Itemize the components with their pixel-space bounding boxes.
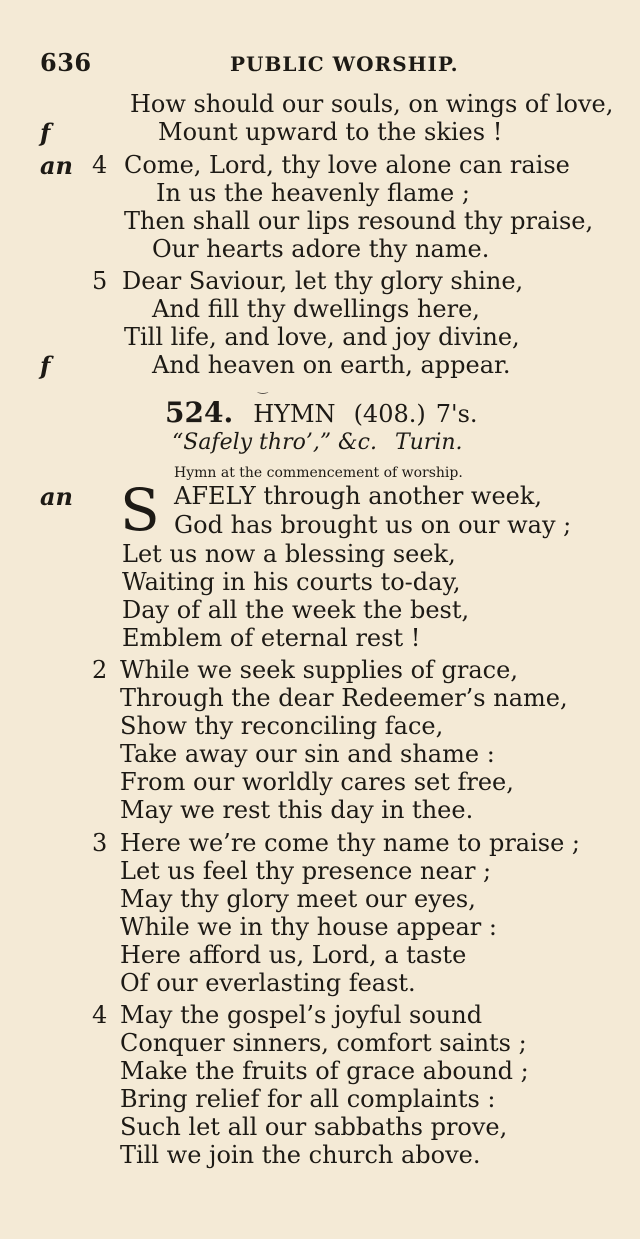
- verse-line: [0, 323, 640, 353]
- stanza-number: 3: [92, 829, 108, 857]
- line-text: Our hearts adore thy name.: [152, 235, 490, 263]
- page-header: [40, 48, 616, 82]
- hymn-number: 524.: [165, 396, 234, 429]
- line-text: And heaven on earth, appear.: [152, 351, 511, 379]
- line-text: May thy glory meet our eyes,: [120, 885, 476, 913]
- verse-line: [0, 740, 640, 770]
- stanza-number: 2: [92, 656, 108, 684]
- verse-line: [0, 596, 640, 626]
- line-text: Here we’re come thy name to praise ;: [120, 829, 581, 857]
- page-number: 636: [40, 48, 92, 77]
- verse-line: [0, 857, 640, 887]
- stanza-number: 5: [92, 267, 108, 295]
- verse-line: [0, 1113, 640, 1143]
- line-text: Through the dear Redeemer’s name,: [120, 684, 568, 712]
- verse-line: [0, 656, 640, 686]
- verse-line: [0, 511, 640, 541]
- line-text: Dear Saviour, let thy glory shine,: [122, 267, 524, 295]
- first-line-reference: “Safely thro’,” &c.: [172, 430, 377, 455]
- verse-line: [0, 118, 640, 148]
- verse-line: [0, 207, 640, 237]
- verse-line: [0, 179, 640, 209]
- line-text: Day of all the week the best,: [122, 596, 470, 624]
- line-text: Let us now a blessing seek,: [122, 540, 456, 568]
- line-text: Bring relief for all complaints :: [120, 1085, 496, 1113]
- verse-line: [0, 482, 640, 512]
- line-text: Then shall our lips resound thy praise,: [124, 207, 594, 235]
- first-line-row: [172, 430, 463, 455]
- dynamic-mark: an: [40, 482, 73, 511]
- stanza-number: 4: [92, 151, 108, 179]
- line-text: Waiting in his courts to-day,: [122, 568, 461, 596]
- verse-line: [0, 941, 640, 971]
- line-text: While we seek supplies of grace,: [120, 656, 518, 684]
- line-text: How should our souls, on wings of love,: [130, 90, 614, 118]
- line-text: Make the fruits of grace abound ;: [120, 1057, 529, 1085]
- verse-line: [0, 969, 640, 999]
- verse-line: [0, 295, 640, 325]
- stanza-number: 4: [92, 1001, 108, 1029]
- divider-ornament: ‿: [258, 380, 268, 394]
- verse-line: [0, 913, 640, 943]
- dynamic-mark: f: [40, 351, 51, 380]
- line-text: Come, Lord, thy love alone can raise: [124, 151, 570, 179]
- line-text: From our worldly cares set free,: [120, 768, 514, 796]
- verse-line: [0, 1001, 640, 1031]
- hymn-meter: 7's.: [435, 400, 478, 428]
- line-text: Show thy reconciling face,: [120, 712, 444, 740]
- hymn-reference: (408.): [353, 400, 426, 428]
- verse-line: [0, 796, 640, 826]
- verse-line: [0, 90, 640, 120]
- tune-name: Turin.: [394, 430, 463, 455]
- verse-line: [0, 829, 640, 859]
- line-text: Of our everlasting feast.: [120, 969, 416, 997]
- line-text: Such let all our sabbaths prove,: [120, 1113, 508, 1141]
- line-text: Till we join the church above.: [120, 1141, 481, 1169]
- verse-line: [0, 624, 640, 654]
- verse-line: [0, 712, 640, 742]
- line-text: Emblem of eternal rest !: [122, 624, 421, 652]
- line-text: And fill thy dwellings here,: [152, 295, 480, 323]
- verse-line: [0, 267, 640, 297]
- dynamic-mark: f: [40, 118, 51, 147]
- verse-line: [0, 235, 640, 265]
- dynamic-mark: an: [40, 151, 73, 180]
- verse-line: [0, 151, 640, 181]
- line-text: May we rest this day in thee.: [120, 796, 474, 824]
- hymn-heading: [165, 396, 478, 429]
- verse-line: [0, 1029, 640, 1059]
- line-text: God has brought us on our way ;: [174, 511, 572, 539]
- line-text: Here afford us, Lord, a taste: [120, 941, 467, 969]
- verse-line: [0, 1057, 640, 1087]
- line-text: AFELY through another week,: [174, 482, 543, 510]
- line-text: Take away our sin and shame :: [120, 740, 495, 768]
- verse-line: [0, 768, 640, 798]
- line-text: Conquer sinners, comfort saints ;: [120, 1029, 527, 1057]
- verse-line: [0, 540, 640, 570]
- drop-cap: S: [120, 476, 160, 544]
- line-text: Mount upward to the skies !: [158, 118, 503, 146]
- verse-line: [0, 885, 640, 915]
- line-text: While we in thy house appear :: [120, 913, 497, 941]
- line-text: In us the heavenly flame ;: [156, 179, 470, 207]
- verse-line: [0, 351, 640, 381]
- verse-line: [0, 1141, 640, 1171]
- verse-line: [0, 1085, 640, 1115]
- line-text: Let us feel thy presence near ;: [120, 857, 492, 885]
- line-text: May the gospel’s joyful sound: [120, 1001, 483, 1029]
- verse-line: [0, 568, 640, 598]
- line-text: Till life, and love, and joy divine,: [124, 323, 520, 351]
- hymn-label: HYMN: [253, 400, 336, 428]
- verse-line: [0, 684, 640, 714]
- hymn-subtitle: Hymn at the commencement of worship.: [174, 465, 463, 481]
- running-head: PUBLIC WORSHIP.: [230, 52, 459, 76]
